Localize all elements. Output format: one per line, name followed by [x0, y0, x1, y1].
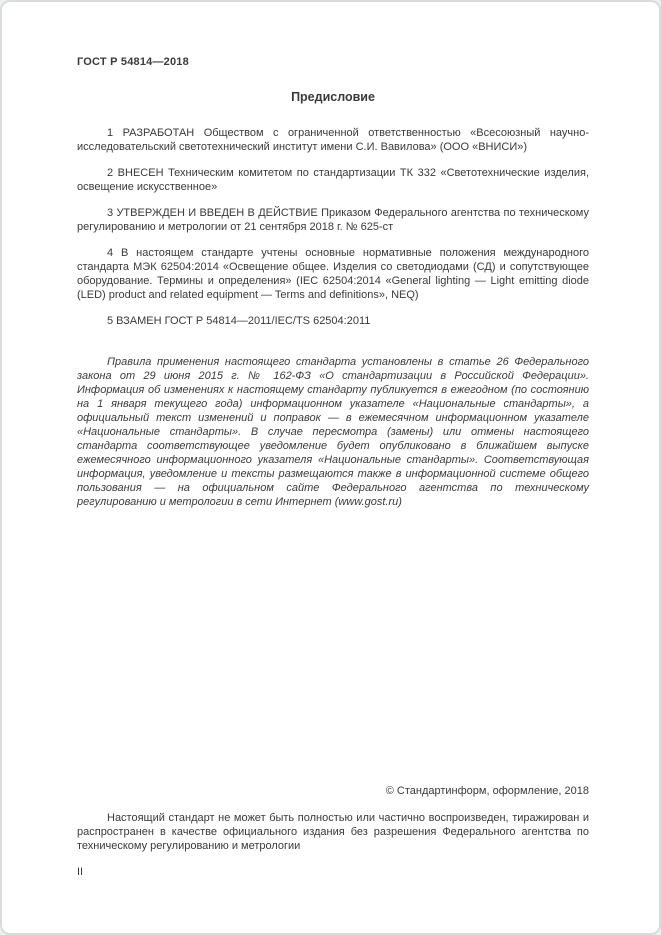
- copyright-line: © Стандартинформ, оформление, 2018: [385, 785, 589, 797]
- doc-code: ГОСТ Р 54814—2018: [77, 56, 189, 68]
- application-rules-notice: Правила применения настоящего стандарта установлены в статье 26 Федерального закона от 29 июня 2015 г. № 162-ФЗ «О стандартизации в Российской Федерации». Информация об изменениях к настоящему стандарту публикуется в ежегодном (по состоянию на 1 января текущего года) информационном указателе «Национальные стандарты», а официальный текст изменений и поправок — в ежемесячном информационном указателе «Национальные стандарты». В случае пересмотра (замены) или отмены настоящего стандарта соответствующее уведомление будет опубликовано в ближайшем выпуске ежемесячного информационного указателя «Национальные стандарты». Соответствующая информация, уведомление и тексты размещаются также в информационной системе общего пользования — на официальном сайте Федерального агентства по техническому регулированию и метрологии в сети Интернет (www.gost.ru): [77, 356, 589, 508]
- foreword-clause-4: 4 В настоящем стандарте учтены основные нормативные положения международного стандарта МЭК 62504:2014 «Освещение общее. Изделия со светодиодами (СД) и сопутствующее оборудование. Термины и определения» (IEC 62504:2014 «General lighting — Light emitting diode (LED) product and related equipment — Terms and definitions», NEQ): [77, 247, 589, 301]
- page-number: II: [77, 866, 84, 878]
- reproduction-restriction: Настоящий стандарт не может быть полностью или частично воспроизведен, тиражирован и распространен в качестве официального издания без разрешения Федерального агентства по техническому регулированию и метрологии: [77, 812, 589, 852]
- page-title: Предисловие: [291, 90, 375, 104]
- foreword-clause-5: 5 ВЗАМЕН ГОСТ Р 54814—2011/IEC/TS 62504:2011: [107, 315, 371, 327]
- foreword-clause-3: 3 УТВЕРЖДЕН И ВВЕДЕН В ДЕЙСТВИЕ Приказом Федерального агентства по техническому регулированию и метрологии от 21 сентября 2018 г. № 625-ст: [77, 207, 589, 233]
- foreword-clause-2: 2 ВНЕСЕН Техническим комитетом по стандартизации ТК 332 «Светотехнические изделия, освещение искусственное»: [77, 167, 589, 193]
- foreword-clause-1: 1 РАЗРАБОТАН Обществом с ограниченной ответственностью «Всесоюзный научно-исследовательский светотехнический институт имени С.И. Вавилова» (ООО «ВНИСИ»): [77, 127, 589, 153]
